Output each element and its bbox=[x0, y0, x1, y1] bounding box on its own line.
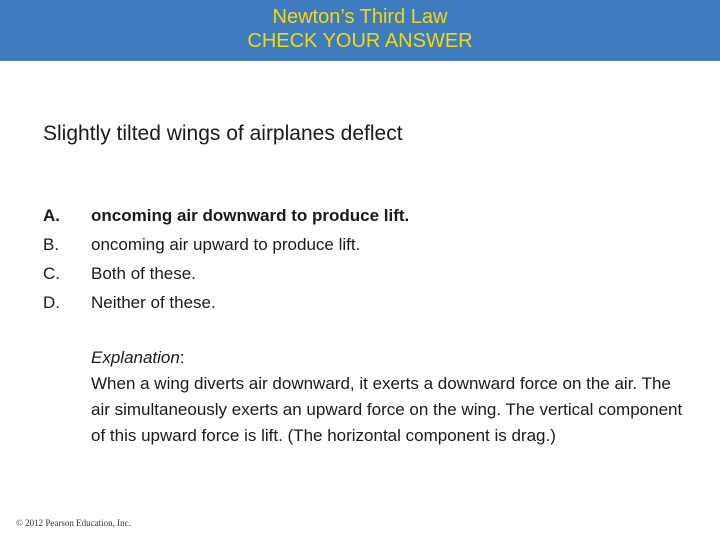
option-text: oncoming air downward to produce lift. bbox=[91, 206, 410, 225]
explanation-heading bbox=[91, 345, 691, 371]
slide-header bbox=[0, 0, 720, 61]
option-letter: A. bbox=[43, 206, 60, 225]
explanation-body: When a wing diverts air downward, it exerts a downward force on the air. The air simultaneously exerts an upward force on the wing. The vertical component of this upward force is lift. (The horizontal component is drag.) bbox=[91, 374, 683, 445]
copyright-footer: © 2012 Pearson Education, Inc. bbox=[16, 518, 131, 528]
option-letter: D. bbox=[43, 293, 60, 312]
explanation-colon: : bbox=[179, 348, 185, 367]
option-text: Both of these. bbox=[91, 264, 196, 283]
slide-subtitle: CHECK YOUR ANSWER bbox=[247, 30, 473, 52]
explanation-block bbox=[91, 345, 691, 449]
option-letter: C. bbox=[43, 264, 60, 283]
option-text: Neither of these. bbox=[91, 293, 216, 312]
option-letter: B. bbox=[43, 235, 60, 254]
explanation-label: Explanation bbox=[91, 348, 180, 367]
option-text: oncoming air upward to produce lift. bbox=[91, 235, 361, 254]
slide-title: Newton’s Third Law bbox=[272, 6, 448, 28]
question-text: Slightly tilted wings of airplanes deflect bbox=[43, 122, 403, 145]
